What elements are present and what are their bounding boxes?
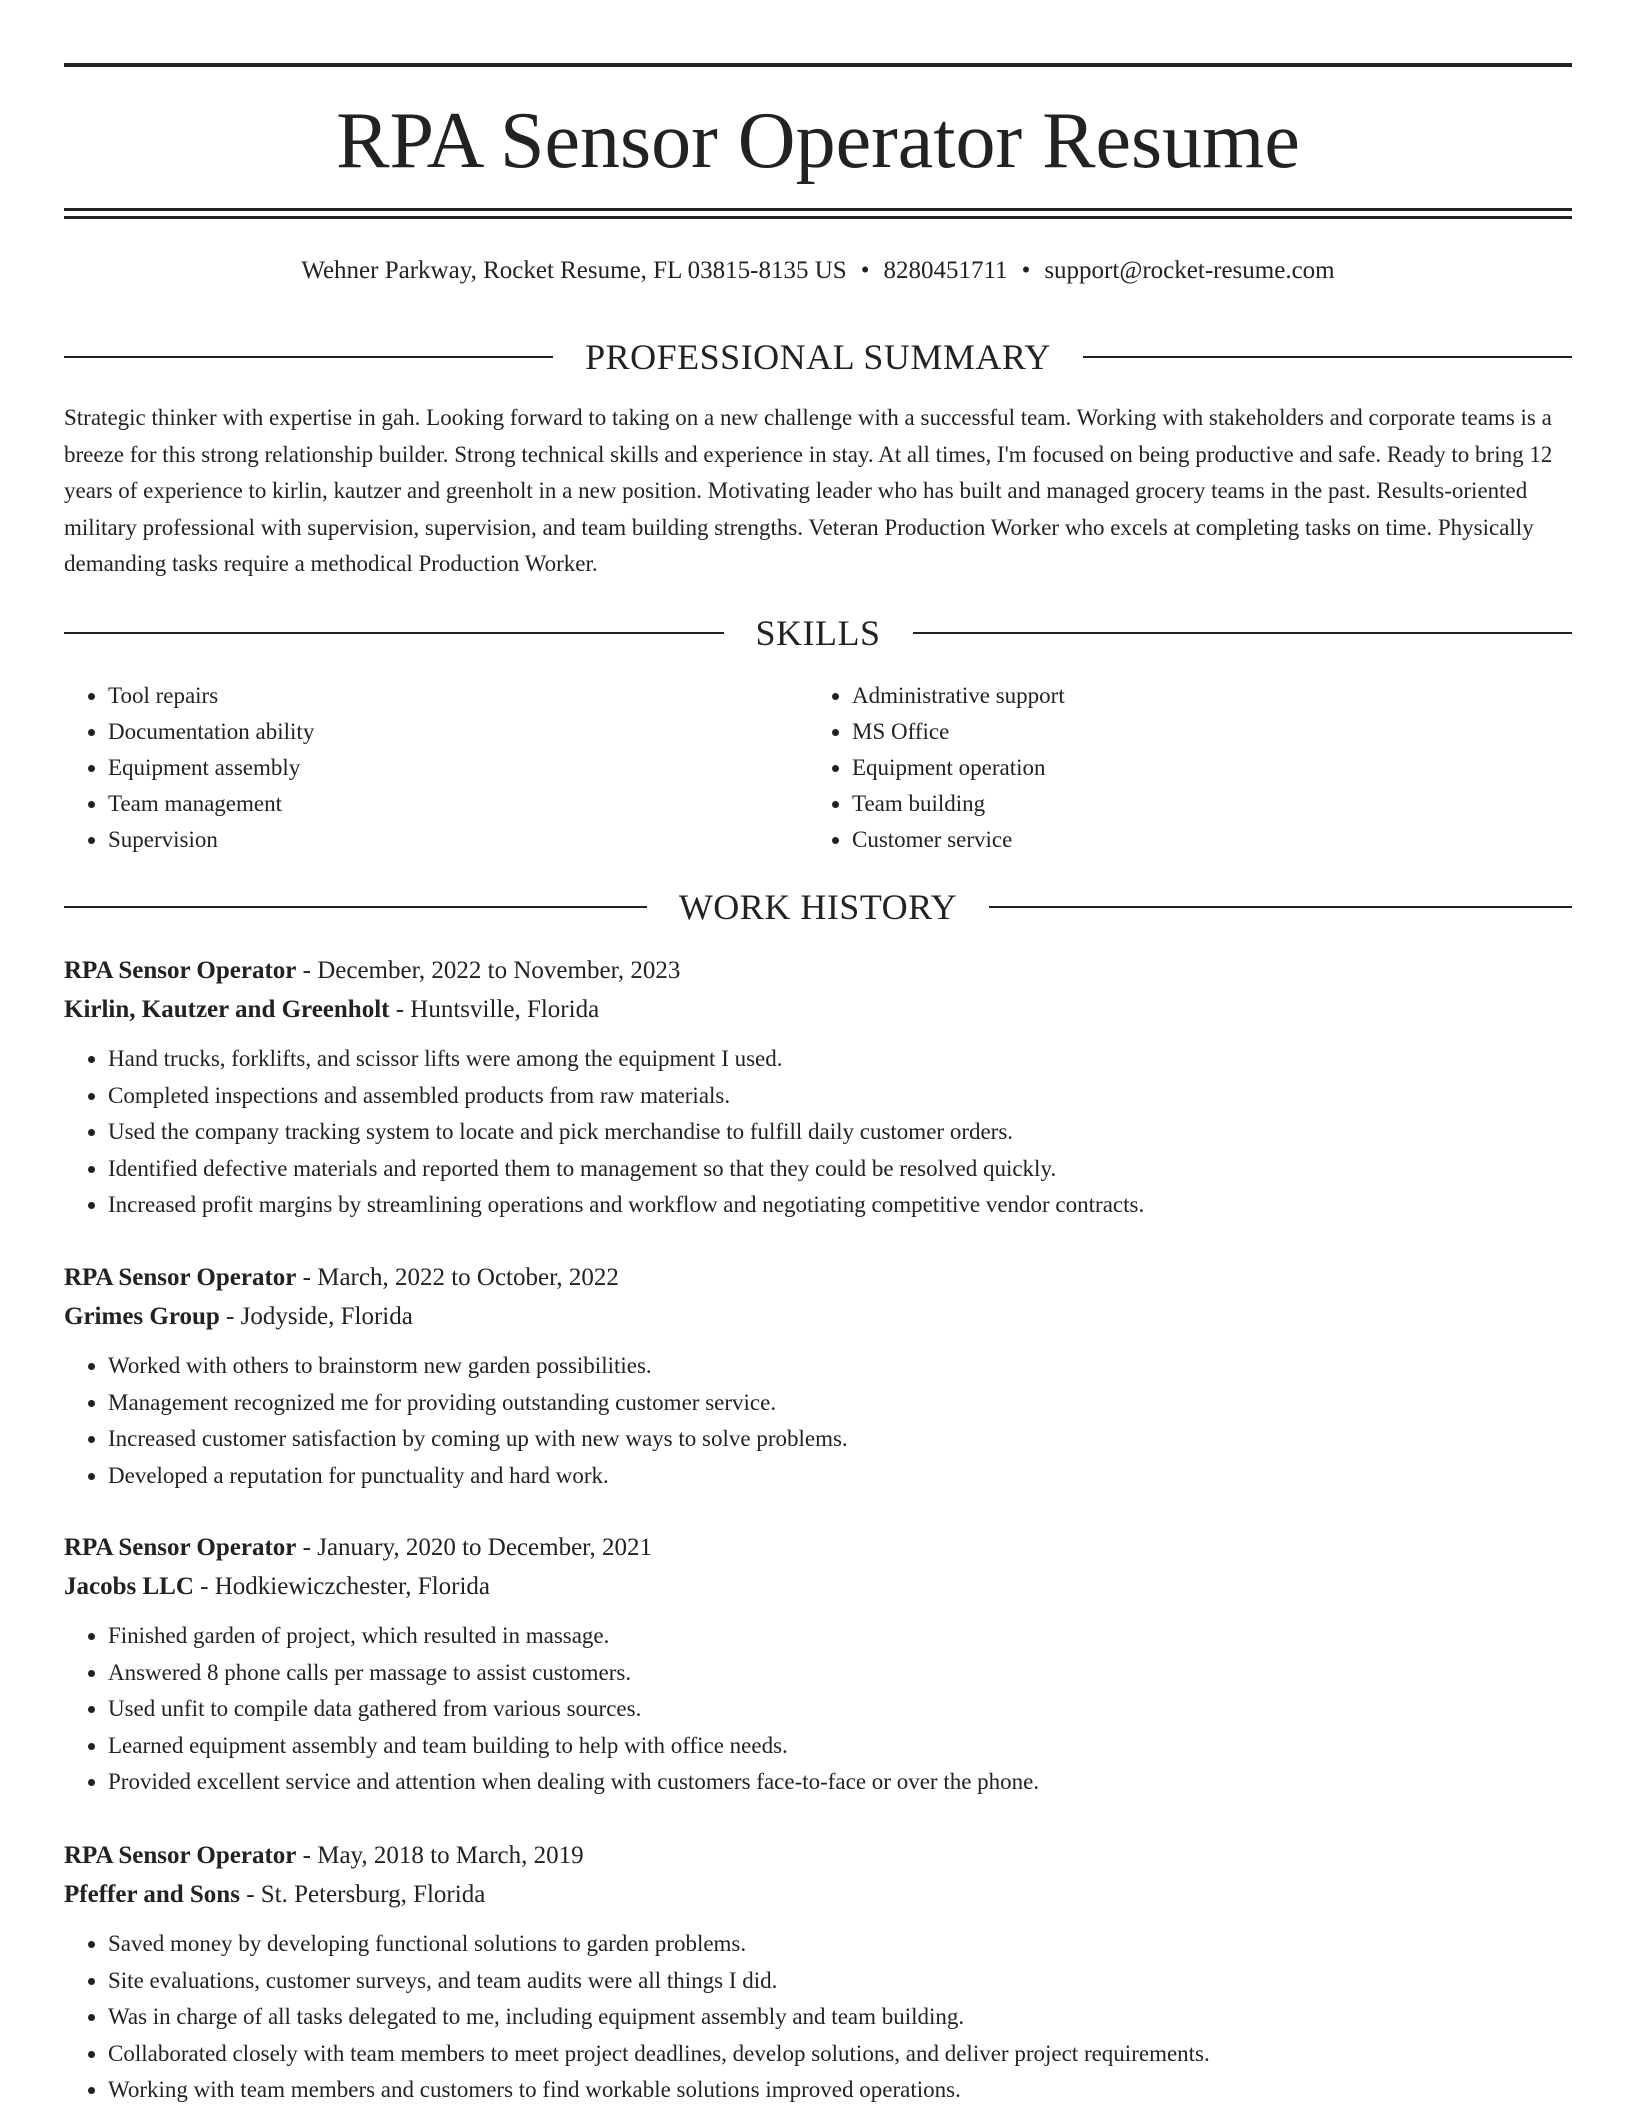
summary-text: Strategic thinker with expertise in gah. Looking forward to taking on a new challenge with a successful team. Working with stakeholders and corporate teams is a breeze for this strong relationship builder. Strong technical skills and experience in stay. At all times, I'm focused on being productive and safe. Ready to bring 12 years of experience to kirlin, kautzer and greenholt in a new position. Motivating leader who has built and managed grocery teams in the past. Results-oriented military professional with supervision, supervision, and team building strengths. Veteran Production Worker who excels at completing tasks on time. Physically demanding tasks require a methodical Production Worker. <box>64 405 1553 576</box>
job-bullets <box>64 1041 1572 1224</box>
section-title: WORK HISTORY <box>678 887 958 927</box>
contact-email: support@rocket-resume.com <box>1044 257 1335 284</box>
contact-separator: • <box>860 257 870 284</box>
job-company: Kirlin, Kautzer and Greenholt <box>64 996 390 1023</box>
job-bullet: • Used the company tracking system to locate and pick merchandise to fulfill daily customer orders. <box>108 1114 1572 1151</box>
skills-column-left <box>64 678 808 858</box>
job-bullets <box>64 1348 1572 1494</box>
job-bullet: • Increased profit margins by streamlining operations and workflow and negotiating competitive vendor contracts. <box>108 1187 1572 1224</box>
job-company-row <box>64 1567 1572 1606</box>
heading-rule <box>913 632 1573 634</box>
job-location: - Huntsville, Florida <box>389 996 600 1023</box>
section-heading-skills <box>64 611 1572 655</box>
heading-rule <box>64 356 553 358</box>
heading-rule <box>64 906 647 908</box>
job-dates: - December, 2022 to November, 2023 <box>296 957 681 984</box>
job-company: Pfeffer and Sons <box>64 1881 240 1908</box>
job-dates: - May, 2018 to March, 2019 <box>296 1842 584 1869</box>
job-title-row <box>64 1836 1572 1875</box>
contact-phone: 8280451711 <box>883 257 1008 284</box>
job-bullet: • Provided excellent service and attention when dealing with customers face-to-face or over the phone. <box>108 1764 1572 1801</box>
job-location: - St. Petersburg, Florida <box>239 1881 486 1908</box>
contact-separator: • <box>1021 257 1031 284</box>
job-bullet: • Was in charge of all tasks delegated to me, including equipment assembly and team building. <box>108 1999 1572 2036</box>
heading-rule <box>64 632 724 634</box>
skills-column-right <box>808 678 1552 858</box>
job-bullet: • Identified defective materials and reported them to management so that they could be resolved quickly. <box>108 1151 1572 1188</box>
skill-item: • Team management <box>108 786 808 822</box>
section-title: PROFESSIONAL SUMMARY <box>585 337 1051 377</box>
job-location: - Jodyside, Florida <box>219 1303 413 1330</box>
job-bullet: • Answered 8 phone calls per massage to assist customers. <box>108 1655 1572 1692</box>
job-entry <box>64 1528 1572 1801</box>
job-entry <box>64 951 1572 1224</box>
job-bullet: • Management recognized me for providing outstanding customer service. <box>108 1385 1572 1422</box>
job-bullet: • Finished garden of project, which resulted in massage. <box>108 1618 1572 1655</box>
job-bullet: • Working with team members and customers to find workable solutions improved operations. <box>108 2072 1572 2109</box>
job-bullet: • Used unfit to compile data gathered from various sources. <box>108 1691 1572 1728</box>
job-bullet: • Developed a reputation for punctuality and hard work. <box>108 1458 1572 1495</box>
job-title: RPA Sensor Operator <box>64 1264 297 1291</box>
job-bullet: • Worked with others to brainstorm new garden possibilities. <box>108 1348 1572 1385</box>
job-bullet: • Saved money by developing functional solutions to garden problems. <box>108 1926 1572 1963</box>
title-rule-lower <box>64 216 1572 219</box>
contact-address: Wehner Parkway, Rocket Resume, FL 03815-8135 US <box>301 257 847 284</box>
job-title: RPA Sensor Operator <box>64 1842 297 1869</box>
job-company: Jacobs LLC <box>64 1573 194 1600</box>
top-rule <box>64 63 1572 67</box>
skill-item: • Equipment operation <box>852 750 1552 786</box>
job-bullet: • Hand trucks, forklifts, and scissor lifts were among the equipment I used. <box>108 1041 1572 1078</box>
heading-rule <box>989 906 1572 908</box>
job-bullet: • Site evaluations, customer surveys, and team audits were all things I did. <box>108 1963 1572 2000</box>
skill-item: • Supervision <box>108 822 808 858</box>
job-entry <box>64 1258 1572 1494</box>
skill-item: • Tool repairs <box>108 678 808 714</box>
job-bullet: • Completed inspections and assembled products from raw materials. <box>108 1078 1572 1115</box>
job-bullet: • Collaborated closely with team members to meet project deadlines, develop solutions, and deliver project requirements. <box>108 2036 1572 2073</box>
section-heading-summary <box>64 335 1572 379</box>
job-bullets <box>64 1926 1572 2109</box>
job-title: RPA Sensor Operator <box>64 1534 297 1561</box>
skill-item: • MS Office <box>852 714 1552 750</box>
job-bullet: • Increased customer satisfaction by coming up with new ways to solve problems. <box>108 1421 1572 1458</box>
job-company-row <box>64 1875 1572 1914</box>
contact-line <box>64 254 1572 288</box>
job-dates: - March, 2022 to October, 2022 <box>296 1264 619 1291</box>
skill-item: • Customer service <box>852 822 1552 858</box>
title-rule-upper <box>64 208 1572 211</box>
section-heading-work <box>64 885 1572 929</box>
section-title: SKILLS <box>755 613 881 653</box>
job-dates: - January, 2020 to December, 2021 <box>296 1534 652 1561</box>
job-bullet: • Learned equipment assembly and team building to help with office needs. <box>108 1728 1572 1765</box>
job-location: - Hodkiewiczchester, Florida <box>193 1573 491 1600</box>
job-company-row <box>64 990 1572 1029</box>
skill-item: • Equipment assembly <box>108 750 808 786</box>
job-company: Grimes Group <box>64 1303 220 1330</box>
heading-rule <box>1083 356 1572 358</box>
job-title-row <box>64 1528 1572 1567</box>
job-company-row <box>64 1297 1572 1336</box>
resume-title: RPA Sensor Operator Resume <box>336 97 1300 185</box>
skills-list <box>64 678 1572 858</box>
skill-item: • Administrative support <box>852 678 1552 714</box>
job-bullets <box>64 1618 1572 1801</box>
job-title-row <box>64 1258 1572 1297</box>
skill-item: • Team building <box>852 786 1552 822</box>
job-entry <box>64 1836 1572 2109</box>
job-title-row <box>64 951 1572 990</box>
job-title: RPA Sensor Operator <box>64 957 297 984</box>
skill-item: • Documentation ability <box>108 714 808 750</box>
